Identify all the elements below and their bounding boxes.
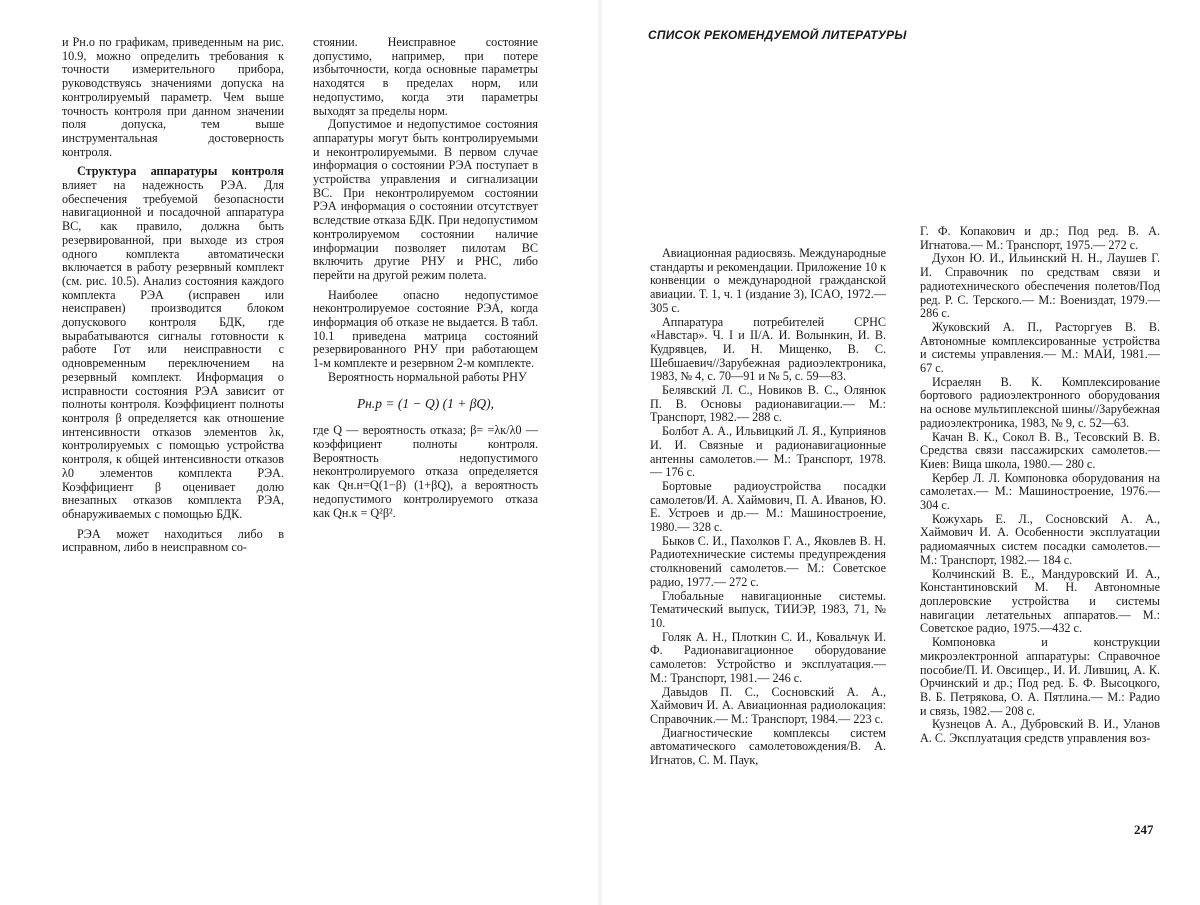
bibliography-entry: Болбот А. А., Ильвицкий Л. Я., Куприянов И. И. Связные и радионавигационные антенны самолетов.— М.: Транспорт, 1978.— 176 с. bbox=[650, 424, 886, 480]
paragraph: и Pн.о по графикам, приведенным на рис. 10.9, можно определить требования к точности измерительного прибора, руководствуясь значениями допуска на контролируемый параметр. Чем выше точность контроля при данном значении поля допуска, тем выше инструментальная достоверность контроля. bbox=[62, 35, 284, 159]
page-gutter bbox=[598, 0, 602, 905]
bibliography-entry: Качан В. К., Сокол В. В., Тесовский В. В. Средства связи пассажирских самолетов.— Киев: Вища школа, 1980.— 280 с. bbox=[920, 429, 1160, 471]
bibliography-entry: Аппаратура потребителей СРНС «Навстар». Ч. I и II/А. И. Волынкин, И. В. Кудрявцев, И. Н. Мищенко, В. С. Шебшаевич//Зарубежная радиоэлектроника, 1983, № 4, с. 70—91 и № 5, с. 59—83. bbox=[650, 314, 886, 384]
paragraph: Наиболее опасно недопустимое неконтролируемое состояние РЭА, когда информация об отказе не выдается. В табл. 10.1 приведена матрица состояний резервированного РНУ при работающем 1-м комплекте и резервном 2-м комплекте. bbox=[313, 287, 538, 371]
bibliography-entry: Кожухарь Е. Л., Сосновский А. А., Хаймович И. А. Особенности эксплуатации радиомаячных систем посадки самолетов.— М.: Транспорт, 1982.— 184 с. bbox=[920, 511, 1160, 567]
bibliography-entry: Кузнецов А. А., Дубровский В. И., Уланов А. С. Эксплуатация средств управления воз- bbox=[920, 717, 1160, 746]
bibliography-entry: Кербер Л. Л. Компоновка оборудования на самолетах.— М.: Машиностроение, 1976.— 304 с. bbox=[920, 470, 1160, 513]
page-heading: СПИСОК РЕКОМЕНДУЕМОЙ ЛИТЕРАТУРЫ bbox=[648, 28, 907, 42]
paragraph: где Q — вероятность отказа; β= =λк/λ0 — коэффициент полноты контроля. Вероятность недопустимого неконтролируемого отказа определяется как Qн.н=Q(1−β) (1+βQ), а вероятность недопустимого контролируемого отказа как Qн.к = Q²β². bbox=[313, 423, 538, 520]
paragraph: стоянии. Неисправное состояние допустимо, например, при потере избыточности, когда основные параметры находятся в пределах норм, или недопустимо, когда эти параметры выходят за пределы норм. bbox=[313, 35, 538, 118]
left-page-column-1 bbox=[62, 36, 284, 555]
bibliography-entry: Духон Ю. И., Ильинский Н. Н., Лаушев Г. И. Справочник по средствам связи и радиотехнического обеспечения полетов/Под ред. Р. С. Терского.— М.: Воениздат, 1979.— 286 с. bbox=[920, 251, 1160, 321]
bibliography-entry: Давыдов П. С., Сосновский А. А., Хаймович И. А. Авиационная радиолокация: Справочник.— М.: Транспорт, 1984.— 223 с. bbox=[650, 684, 886, 726]
bibliography-entry: Бортовые радиоустройства посадки самолетов/И. А. Хаймович, П. А. Иванов, Ю. Е. Устроев и др.— М.: Машиностроение, 1980.— 328 с. bbox=[650, 478, 886, 535]
left-page-column-2 bbox=[313, 36, 538, 520]
bibliography-entry: Диагностические комплексы систем автоматического самолетовождения/В. А. Игнатов, С. М. Паук, bbox=[650, 725, 886, 768]
bibliography-entry: Компоновка и конструкции микроэлектронной аппаратуры: Справочное пособие/П. И. Овсищер., И. И. Лившиц, А. К. Орчинский и др.; Под ред. Б. Ф. Высоцкого, В. Б. Петрякова, О. А. Пятлина.— М.: Радио и связь, 1982.— 208 с. bbox=[920, 635, 1160, 718]
bibliography-entry: Авиационная радиосвязь. Международные стандарты и рекомендации. Приложение 10 к конвенции о международной гражданской авиации. Т. 1, ч. 1 (издание 3), ICAO, 1972.— 305 с. bbox=[650, 246, 886, 315]
bibliography-entry: Быков С. И., Пахолков Г. А., Яковлев В. Н. Радиотехнические системы предупреждения столкновений самолетов.— М.: Советское радио, 1977.— 272 с. bbox=[650, 533, 886, 589]
bibliography-entry: Исраелян В. К. Комплексирование бортового радиоэлектронного оборудования на основе мультиплексной шины//Зарубежная радиоэлектроника, 1983, № 9, с. 52—63. bbox=[920, 374, 1160, 430]
paragraph-structure bbox=[62, 165, 284, 521]
paragraph-body: влияет на надежность РЭА. Для обеспечения требуемой безопасности навигационной и посадочной аппаратура ВС, как правило, должна быть резервированной, при выходе из строя одного комплекта автоматически включается в работу резервный комплект (см. рис. 10.5). Анализ состояния каждого комплекта РЭА (исправен или неисправен) производится блоком допускового контроля БДК, где вырабатываются сигналы готовности к работе Гот или неисправности с одновременным переключением на резервный комплект. Информация о исправности состояния РЭА зависит от полноты контроля. Коэффициент полноты контроля β определяется как отношение интенсивности отказов элементов λк, контролируемых с помощью устройства контроля, к общей интенсивности отказов λ0 элементов комплекта РЭА. Коэффициент β оценивает долю внезапных отказов комплекта РЭА, обнаруживаемых с помощью БДК. bbox=[62, 178, 284, 521]
formula-normal-operation: Pн.р = (1 − Q) (1 + βQ), bbox=[356, 395, 495, 411]
paragraph: РЭА может находиться либо в исправном, либо в неисправном со- bbox=[62, 526, 284, 555]
bibliography-entry: Жуковский А. П., Расторгуев В. В. Автономные комплексированные устройства и системы управления.— М.: МАИ, 1981.— 67 с. bbox=[920, 319, 1160, 376]
bibliography-column-1 bbox=[650, 247, 886, 768]
bibliography-entry: Голяк А. Н., Плоткин С. И., Ковальчук И. Ф. Радионавигационное оборудование самолетов: Устройство и эксплуатация.— М.: Транспорт, 1981.— 246 с. bbox=[650, 629, 886, 685]
bibliography-entry: Белявский Л. С., Новиков В. С., Олянюк П. В. Основы радионавигации.— М.: Транспорт, 1982.— 288 с. bbox=[650, 383, 886, 425]
page-number: 247 bbox=[1134, 822, 1154, 837]
paragraph-lead: Структура аппаратуры контроля bbox=[77, 164, 284, 179]
bibliography-entry-continued: Г. Ф. Копакович и др.; Под ред. В. А. Игнатова.— М.: Транспорт, 1975.— 272 с. bbox=[920, 224, 1160, 252]
paragraph: Вероятность нормальной работы РНУ bbox=[328, 369, 527, 384]
paragraph: Допустимое и недопустимое состояния аппаратуры могут быть контролируемыми и неконтролируемыми. В первом случае информация о состоянии РЭА поступает в устройства управления и сигнализации ВС. При неконтролируемом состоянии РЭА информация о состоянии отсутствует вследствие отказа БДК. При недопустимом контролируемом состоянии наличие информации позволяет пилотам ВС включить другие РНУ и РНС, либо перейти на другой режим полета. bbox=[313, 117, 538, 282]
bibliography-entry: Колчинский В. Е., Мандуровский И. А., Константиновский М. Н. Автономные доплеровские устройства и системы навигации летательных аппаратов.— М.: Советское радио, 1975.—432 с. bbox=[920, 566, 1160, 636]
bibliography-column-2 bbox=[920, 225, 1160, 746]
bibliography-entry: Глобальные навигационные системы. Тематический выпуск, ТИИЭР, 1983, 71, № 10. bbox=[650, 588, 886, 630]
